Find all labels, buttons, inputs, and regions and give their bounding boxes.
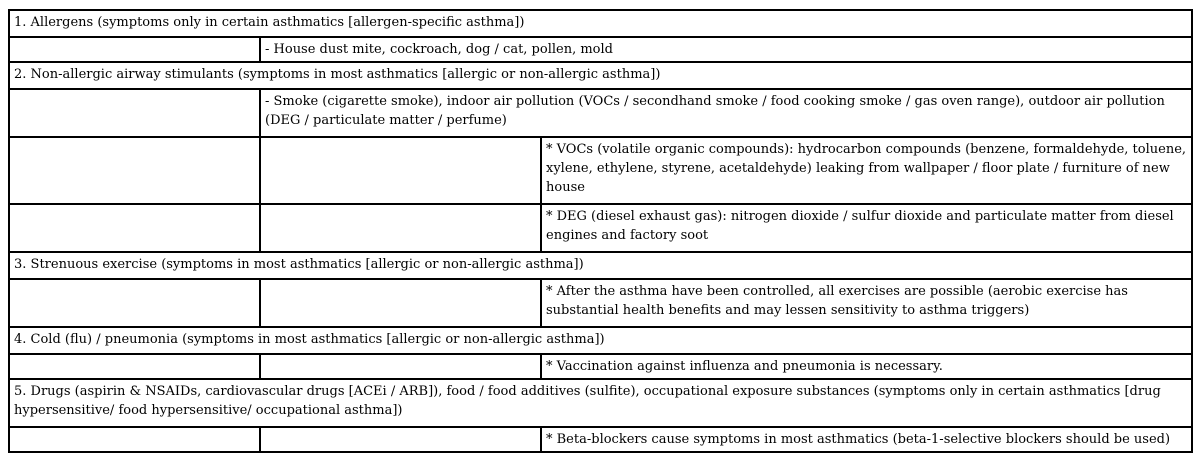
- table-row: [9, 137, 1192, 204]
- table-row: [9, 327, 1192, 354]
- empty-cell: [9, 279, 260, 327]
- empty-cell: [260, 137, 541, 204]
- empty-cell: [9, 37, 260, 62]
- table-row: [9, 89, 1192, 137]
- empty-cell: [9, 427, 260, 452]
- table-row: [9, 379, 1192, 427]
- table-row: [9, 10, 1192, 37]
- table-row: [9, 37, 1192, 62]
- asthma-triggers-table: [8, 9, 1193, 453]
- table-row: [9, 279, 1192, 327]
- empty-cell: [260, 427, 541, 452]
- section-heading-allergens: 1. Allergens (symptoms only in certain asthmatics [allergen-specific asthma]): [9, 10, 1192, 37]
- table-row: [9, 252, 1192, 279]
- section-heading-non-allergic-stimulants: 2. Non-allergic airway stimulants (symptoms in most asthmatics [allergic or non-allergic asthma]): [9, 62, 1192, 89]
- empty-cell: [260, 354, 541, 379]
- note-cell: * VOCs (volatile organic compounds): hydrocarbon compounds (benzene, formaldehyde, toluene, xylene, ethylene, styrene, acetaldehyde) leaking from wallpaper / floor plate / furniture of new house: [541, 137, 1192, 204]
- empty-cell: [9, 354, 260, 379]
- item-cell: - Smoke (cigarette smoke), indoor air pollution (VOCs / secondhand smoke / food cooking smoke / gas oven range), outdoor air pollution (DEG / particulate matter / perfume): [260, 89, 1192, 137]
- table-row: [9, 354, 1192, 379]
- empty-cell: [9, 204, 260, 252]
- empty-cell: [9, 89, 260, 137]
- item-cell: - House dust mite, cockroach, dog / cat, pollen, mold: [260, 37, 1192, 62]
- table-row: [9, 204, 1192, 252]
- empty-cell: [260, 279, 541, 327]
- table-row: [9, 62, 1192, 89]
- note-cell: * After the asthma have been controlled, all exercises are possible (aerobic exercise has substantial health benefits and may lessen sensitivity to asthma triggers): [541, 279, 1192, 327]
- note-cell: * DEG (diesel exhaust gas): nitrogen dioxide / sulfur dioxide and particulate matter from diesel engines and factory soot: [541, 204, 1192, 252]
- section-heading-drugs: 5. Drugs (aspirin & NSAIDs, cardiovascular drugs [ACEi / ARB]), food / food additives (sulfite), occupational exposure substances (symptoms only in certain asthmatics [drug hypersensitive/ food hypersensitive/ occupational asthma]): [9, 379, 1192, 427]
- note-cell: * Vaccination against influenza and pneumonia is necessary.: [541, 354, 1192, 379]
- empty-cell: [260, 204, 541, 252]
- note-cell: * Beta-blockers cause symptoms in most asthmatics (beta-1-selective blockers should be used): [541, 427, 1192, 452]
- section-heading-strenuous-exercise: 3. Strenuous exercise (symptoms in most asthmatics [allergic or non-allergic asthma]): [9, 252, 1192, 279]
- empty-cell: [9, 137, 260, 204]
- table-row: [9, 427, 1192, 452]
- section-heading-cold-pneumonia: 4. Cold (flu) / pneumonia (symptoms in most asthmatics [allergic or non-allergic asthma]): [9, 327, 1192, 354]
